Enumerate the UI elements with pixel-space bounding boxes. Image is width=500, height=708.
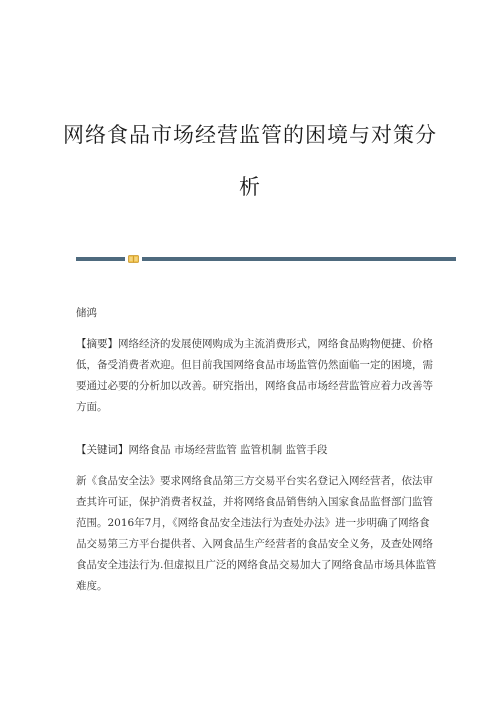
divider-bar-right — [142, 257, 456, 261]
body-paragraph — [76, 471, 437, 597]
body-line-1: 新《食品安全法》要求网络食品第三方交易平台实名登记入网经营者，依法审 — [76, 475, 433, 487]
body-line-2: 查其许可证，保护消费者权益，并将网络食品销售纳入国家食品监督部门监管 — [76, 496, 433, 508]
abstract-label: 【摘要】 — [76, 338, 118, 350]
abstract-line-1 — [76, 334, 433, 355]
abstract-section — [76, 334, 433, 418]
author-name: 储鸿 — [76, 307, 97, 319]
document-title-line-1: 网络食品市场经营监管的困境与对策分 — [63, 123, 437, 147]
abstract-text: 网络经济的发展使网购成为主流消费形式，网络食品购物便捷、价格 — [118, 338, 433, 350]
body-line-6: 难度。 — [76, 580, 108, 592]
book-icon — [128, 255, 139, 263]
abstract-line-3: 要通过必要的分析加以改善。研究指出，网络食品市场经营监管应着力改善等 — [76, 380, 433, 392]
abstract-line-4: 方面。 — [76, 401, 108, 413]
divider-bar-left — [76, 257, 125, 261]
keywords-text: 网络食品 市场经营监管 监管机制 监管手段 — [128, 444, 328, 456]
keywords-line — [76, 440, 426, 461]
document-title-line-2: 析 — [239, 175, 261, 199]
body-line-3: 范围。2016年7月，《网络食品安全违法行为查处办法》进一步明确了网络食 — [76, 517, 430, 529]
body-line-5: 食品安全违法行为.但虚拟且广泛的网络食品交易加大了网络食品市场具体监管 — [76, 559, 437, 571]
abstract-line-2: 低，备受消费者欢迎。但目前我国网络食品市场监管仍然面临一定的困境，需 — [76, 359, 433, 371]
keywords-section — [76, 440, 426, 461]
title-divider — [76, 256, 456, 262]
body-line-4: 品交易第三方平台提供者、入网食品生产经营者的食品安全义务，及查处网络 — [76, 538, 433, 550]
keywords-label: 【关键词】 — [76, 444, 129, 456]
